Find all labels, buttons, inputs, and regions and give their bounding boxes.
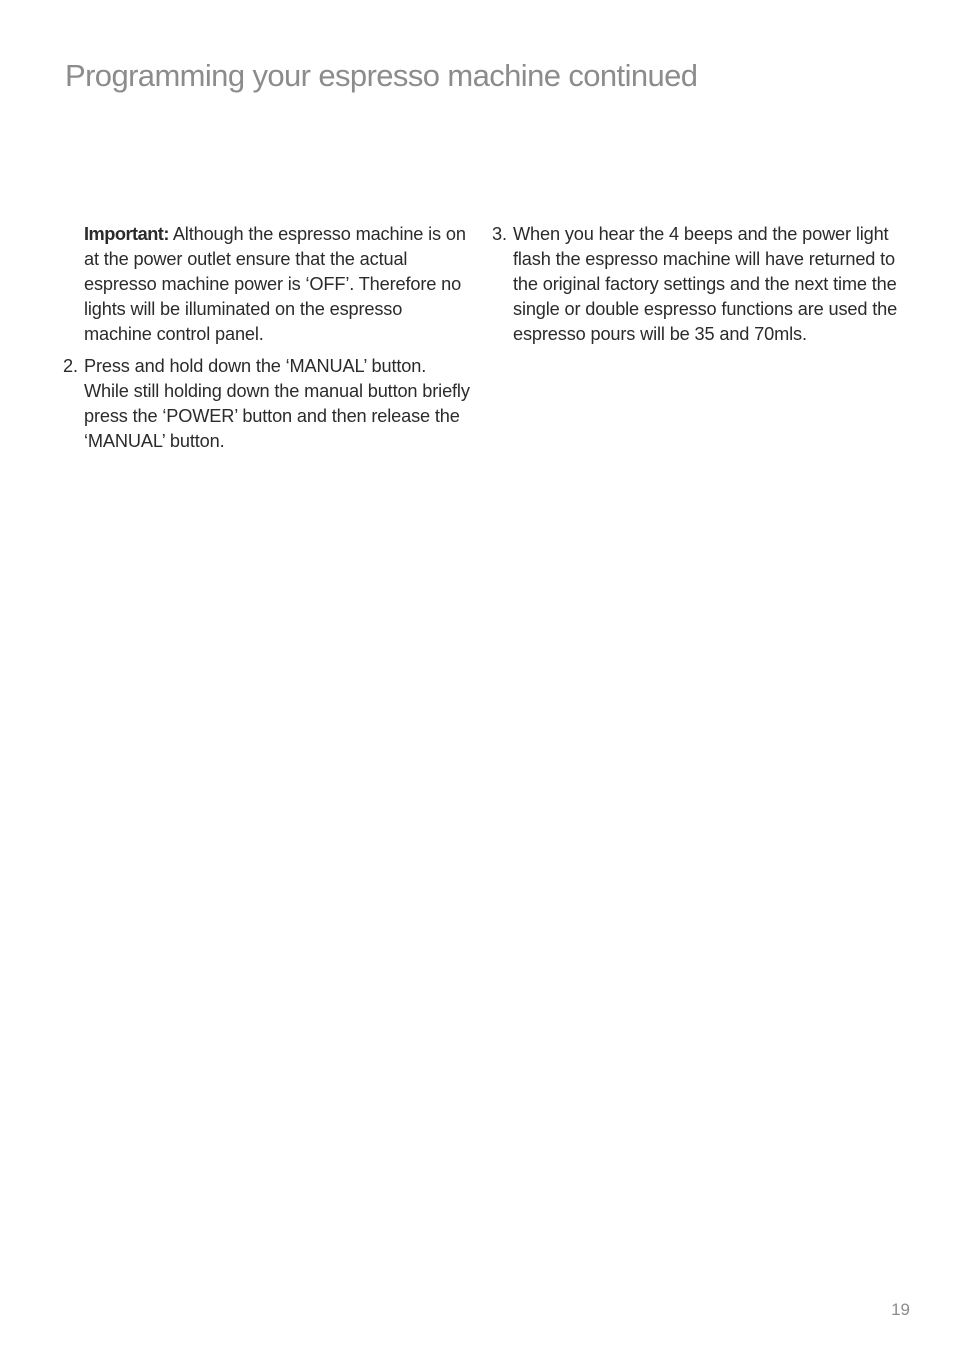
important-text: Although the espresso machine is on at the power outlet ensure that the actual espresso machine power is ‘OFF’. Therefore no lights will be illuminated on the espresso machine control panel. [84, 224, 466, 344]
left-column [63, 222, 473, 461]
important-note [84, 222, 473, 347]
page-number: 19 [891, 1300, 910, 1319]
page-title: Programming your espresso machine continued [65, 58, 698, 93]
right-column [492, 222, 904, 354]
step-2-text: Press and hold down the ‘MANUAL’ button. While still holding down the manual button briefly press the ‘POWER’ button and then release the ‘MANUAL’ button. [84, 356, 470, 451]
step-2 [63, 354, 473, 454]
important-label: Important: [84, 224, 169, 244]
step-3 [492, 222, 904, 347]
step-3-text: When you hear the 4 beeps and the power light flash the espresso machine will have returned to the original factory settings and the next time the single or double espresso functions are used the espresso pours will be 35 and 70mls. [513, 224, 898, 344]
step-2-number: 2. [63, 356, 78, 376]
step-3-number: 3. [492, 224, 507, 244]
